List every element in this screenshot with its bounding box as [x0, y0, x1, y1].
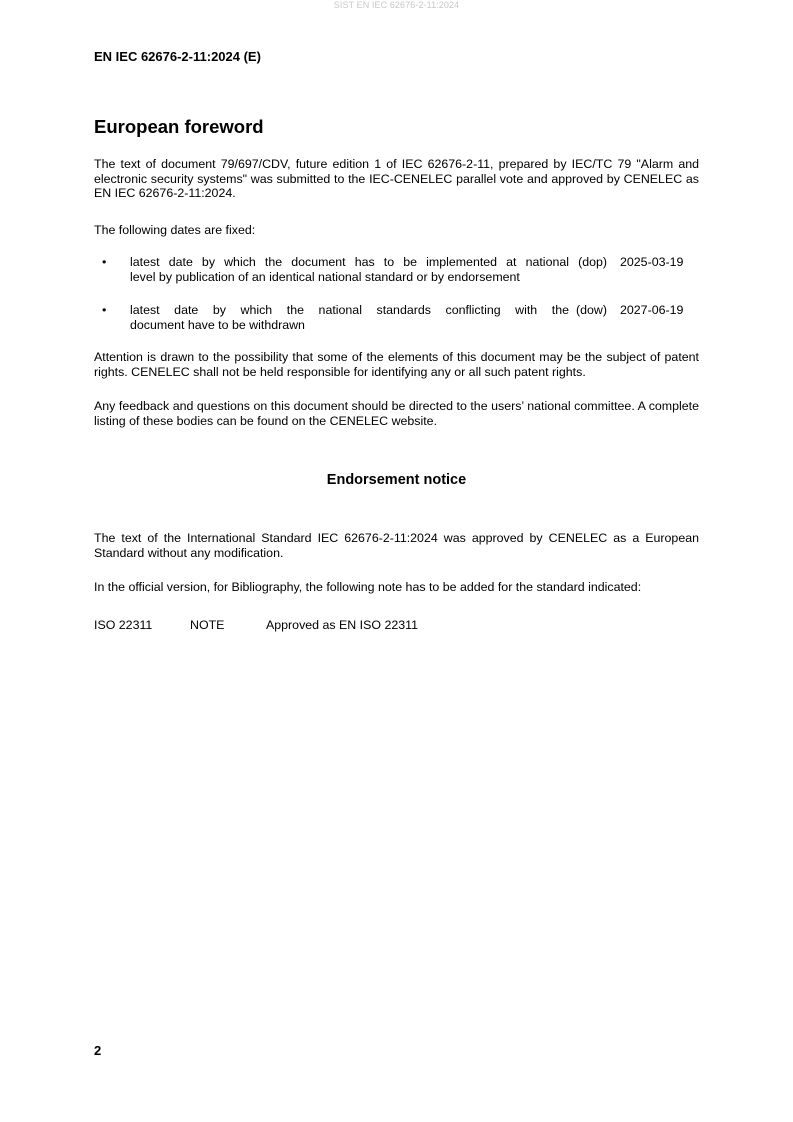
date-item-code: (dop)	[578, 255, 607, 269]
date-item-description	[130, 255, 569, 284]
date-item-description-line1: latest date by which the national standards conflicting with the	[130, 303, 569, 317]
date-item-code: (dow)	[576, 303, 607, 317]
date-item-date: 2027-06-19	[620, 303, 684, 317]
watermark: SIST EN IEC 62676-2-11:2024	[333, 0, 460, 10]
patent-notice-paragraph: Attention is drawn to the possibility that some of the elements of this document may be the subject of patent rights. CENELEC shall not be held responsible for identifying any or all such patent rights.	[94, 350, 699, 379]
endorsement-text-paragraph: The text of the International Standard IEC 62676-2-11:2024 was approved by CENELEC as a European Standard without any modification.	[94, 531, 699, 560]
date-item-description-line2: document have to be withdrawn	[130, 317, 305, 332]
date-item-description-line2: level by publication of an identical national standard or by endorsement	[130, 269, 520, 284]
page-number: 2	[94, 1043, 102, 1058]
foreword-title: European foreword	[94, 116, 264, 137]
bibliography-intro-paragraph: In the official version, for Bibliography, the following note has to be added for the standard indicated:	[94, 580, 642, 594]
date-item-description	[130, 303, 569, 332]
endorsement-title: Endorsement notice	[326, 472, 467, 488]
document-id-header: EN IEC 62676-2-11:2024 (E)	[94, 49, 261, 64]
note-label: NOTE	[190, 618, 225, 632]
bullet-glyph: •	[102, 255, 107, 269]
note-text: Approved as EN ISO 22311	[266, 618, 418, 632]
dates-intro-paragraph: The following dates are fixed:	[94, 223, 256, 237]
bullet-glyph: •	[102, 303, 107, 317]
note-standard: ISO 22311	[94, 618, 153, 632]
foreword-intro-paragraph: The text of document 79/697/CDV, future edition 1 of IEC 62676-2-11, prepared by IEC/TC 79 "Alarm and electronic security systems" was submitted to the IEC-CENELEC parallel vote and approved by CENELEC as EN IEC 62676-2-11:2024.	[94, 157, 699, 201]
feedback-paragraph: Any feedback and questions on this document should be directed to the users’ national committee. A complete listing of these bodies can be found on the CENELEC website.	[94, 399, 699, 428]
date-item-description-line1: latest date by which the document has to be implemented at national	[130, 255, 569, 269]
date-item-date: 2025-03-19	[620, 255, 684, 269]
